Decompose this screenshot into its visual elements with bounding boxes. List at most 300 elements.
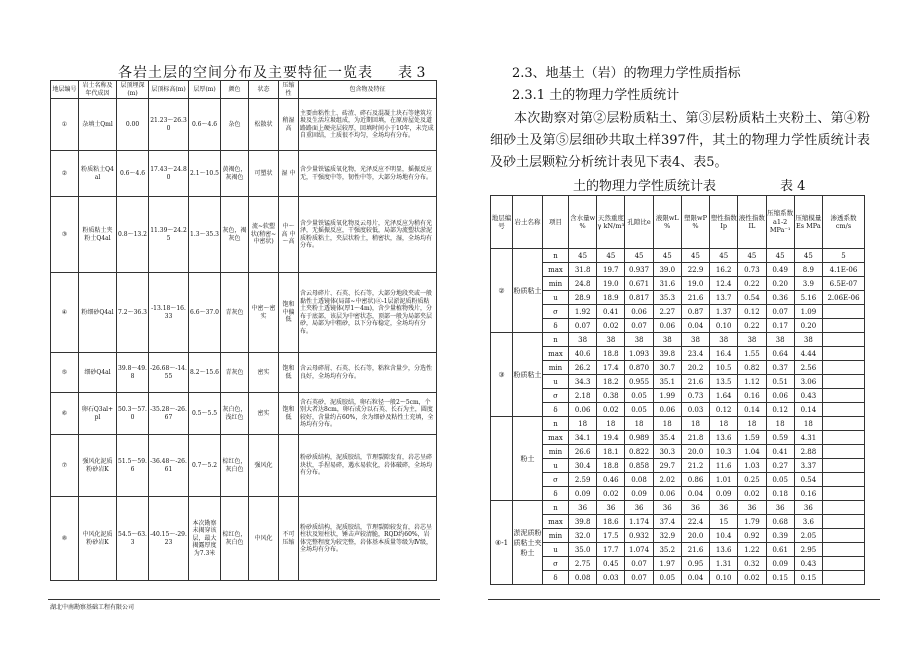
table4-cell: 0.09: [710, 487, 738, 501]
table4-cell: 1.03: [738, 459, 766, 473]
table4-cell: 21.8: [681, 431, 709, 445]
table4-cell: 1.01: [710, 473, 738, 487]
table4-cell: 0.64: [766, 347, 794, 361]
table3-cell: ④: [51, 273, 79, 353]
table3-cell: 粉质粘土夹粉土Q4al: [79, 197, 117, 273]
table3-cell: 灰白色，浅红色: [221, 393, 249, 435]
table3-cell: 含少量铁锰质氧化物及云母片，光泽反应为稍有光泽，无摇振反应，干强度较低，局部为流塑状淤泥质粉质粘土，夹层状粉土，稍密状，湿，全场均有分布。: [299, 197, 437, 273]
table4-cell: 28.9: [569, 291, 597, 305]
table3-cell: 0.6～4.6: [117, 151, 149, 197]
table4-cell: 36: [738, 501, 766, 515]
table4-layer-cell: [491, 417, 513, 501]
table4-cell: 1.174: [625, 515, 653, 529]
table4-cell: 1.37: [710, 305, 738, 319]
table4-cell: 38: [625, 333, 653, 347]
table4-cell: σ: [543, 305, 569, 319]
table4-layer-cell: ②: [491, 249, 513, 333]
table3-row: [51, 99, 437, 151]
table3-header: 岩土名称及年代成因: [79, 81, 117, 99]
table4-cell: 0.54: [794, 473, 822, 487]
table4-header: 液性指数IL: [738, 196, 766, 249]
table4-cell: 1.12: [738, 375, 766, 389]
table4-cell: 38: [766, 333, 794, 347]
table4-cell: 34.1: [569, 431, 597, 445]
table4-cell: 0.07: [569, 319, 597, 333]
table3-cell: 本次勘察未揭穿该层，最大揭露厚度为7.3米: [189, 497, 221, 581]
table4-cell: min: [543, 361, 569, 375]
table4-header: 液限wL %: [653, 196, 681, 249]
table4-cell: 0.15: [794, 571, 822, 585]
table4-cell: 26.6: [569, 445, 597, 459]
table4-cell: 18.2: [597, 375, 625, 389]
table3-cell: 2.1～10.5: [189, 151, 221, 197]
table4-cell: 0.02: [597, 319, 625, 333]
table4-cell: 36: [597, 501, 625, 515]
table4-cell: 3.6: [794, 515, 822, 529]
table4-cell: 38: [653, 333, 681, 347]
table3-cell: 0.6～4.6: [189, 99, 221, 151]
table4-cell: 39.8: [653, 347, 681, 361]
table4-cell: 0.817: [625, 291, 653, 305]
table4-row: [491, 333, 865, 347]
table3-cell: 强风化泥质粉砂岩K: [79, 435, 117, 497]
table4-cell: 18.8: [597, 347, 625, 361]
table4-cell: 29.7: [653, 459, 681, 473]
table3-row: [51, 497, 437, 581]
table4-row: [491, 515, 865, 529]
table4-cell: 38: [738, 333, 766, 347]
table4-cell: 30.4: [569, 459, 597, 473]
table4-cell: 0.06: [653, 487, 681, 501]
table3-cell: 粉砂质结构，泥质胶结，节理裂隙较发育，岩芯呈柱状及短柱状，锤击声较清脆，RQD约60%，岩体完整程度为较完整，岩体基本质量等级为Ⅳ级，全场均有分布。: [299, 497, 437, 581]
table4-cell: 0.858: [625, 459, 653, 473]
table4-cell: 13.6: [710, 431, 738, 445]
table4-cell: 17.4: [597, 361, 625, 375]
table4-cell: δ: [543, 571, 569, 585]
table3-cell: 21.23～26.30: [149, 99, 189, 151]
table4-cell: 36: [625, 501, 653, 515]
table4-cell: 13.5: [710, 375, 738, 389]
table3-cell: ③: [51, 197, 79, 273]
table3-cell: 含云母碎屑、石英、长石等，粘粒含量少，分选性良好，全场均有分布。: [299, 353, 437, 393]
table3-cell: 黄褐色，灰褐色: [221, 151, 249, 197]
table3-header: 层顶埋深(m): [117, 81, 149, 99]
table4-cell: 2.56: [794, 361, 822, 375]
table4-cell: 0.937: [625, 263, 653, 277]
table4-cell: min: [543, 529, 569, 543]
table3-cell: ⑤: [51, 353, 79, 393]
table4-cell: 0.06: [569, 403, 597, 417]
table4-cell: 4.1E-06: [823, 263, 865, 277]
table4-cell: 0.08: [625, 473, 653, 487]
table4-cell: 18: [766, 417, 794, 431]
table3-cell: 0.8～13.2: [117, 197, 149, 273]
table4-cell: 0.22: [738, 277, 766, 291]
table4-cell: u: [543, 543, 569, 557]
table4-cell: 2.05: [794, 529, 822, 543]
table4-cell: [823, 389, 865, 403]
table4-cell: 0.51: [766, 375, 794, 389]
table4-cell: 1.31: [710, 557, 738, 571]
table4-cell: 0.12: [738, 305, 766, 319]
table3-cell: 强风化: [249, 435, 279, 497]
table4-cell: 1.55: [738, 347, 766, 361]
table4-cell: 0.73: [738, 263, 766, 277]
table4-cell: 1.59: [738, 431, 766, 445]
table3-cell: 含石英砂，泥质胶结，卵石粒径一般2～5cm，个别大者达8cm，卵石成分以石英、长石为主，圆度较好，含量约占60%，余为细砂及粘性土充填，全场均有分布。: [299, 393, 437, 435]
table4-cell: 20.2: [681, 361, 709, 375]
table4-cell: 0.16: [794, 487, 822, 501]
table4-cell: 0.02: [738, 487, 766, 501]
table4-cell: 5.16: [794, 291, 822, 305]
table3: [50, 80, 437, 581]
table4-row: [491, 459, 865, 473]
table4-cell: 22.4: [681, 515, 709, 529]
table4-cell: δ: [543, 319, 569, 333]
table4-row: [491, 571, 865, 585]
table4-cell: 0.37: [766, 361, 794, 375]
table4-cell: 10.5: [710, 361, 738, 375]
table4-cell: 18.9: [597, 291, 625, 305]
table4-cell: 18: [569, 417, 597, 431]
table3-cell: 50.3～57.0: [117, 393, 149, 435]
table3-cell: 粉砂质结构，泥质胶结，节理裂隙发育，岩芯呈碎块状，手捏易碎，遇水易软化，岩体破碎，全场均有分布。: [299, 435, 437, 497]
table4-cell: 0.04: [681, 571, 709, 585]
table3-cell: 17.43～24.80: [149, 151, 189, 197]
table4-cell: min: [543, 445, 569, 459]
table4-cell: δ: [543, 403, 569, 417]
table4-cell: 0.43: [794, 557, 822, 571]
table4-cell: 0.16: [738, 389, 766, 403]
table4-cell: max: [543, 515, 569, 529]
table4-cell: 20.0: [681, 529, 709, 543]
table4-cell: 0.41: [766, 445, 794, 459]
table4-cell: 0.05: [766, 473, 794, 487]
footer-company: 湖北中南勘察基础工程有限公司: [50, 604, 135, 611]
table4-cell: 18.1: [597, 445, 625, 459]
table4-cell: 0.18: [766, 487, 794, 501]
table4-cell: 45: [738, 249, 766, 263]
table4-cell: 36: [794, 501, 822, 515]
table3-cell: 不可压缩: [279, 497, 299, 581]
table3-cell: 饱和 低: [279, 353, 299, 393]
table4-cell: min: [543, 277, 569, 291]
table4-cell: 0.12: [766, 403, 794, 417]
table4-row: [491, 403, 865, 417]
table4-name-cell: 粉质粘土: [513, 249, 543, 333]
table4-cell: u: [543, 291, 569, 305]
table4-cell: 1.22: [738, 543, 766, 557]
table4-cell: [823, 319, 865, 333]
table3-cell: 稍湿 高: [279, 99, 299, 151]
table4-cell: 2.88: [794, 445, 822, 459]
table4-cell: 0.14: [794, 403, 822, 417]
table4-row: [491, 487, 865, 501]
table4-cell: 38: [794, 333, 822, 347]
table4-header: 渗透系数 cm/s: [823, 196, 865, 249]
table4-cell: 0.61: [766, 543, 794, 557]
table3-header: 颜色: [221, 81, 249, 99]
table4-name-cell: 粉土: [513, 417, 543, 501]
table4-cell: [823, 431, 865, 445]
table3-cell: 密实: [249, 353, 279, 393]
table4-cell: [823, 473, 865, 487]
table4-cell: 0.86: [681, 473, 709, 487]
table4-header: 塑限wP %: [681, 196, 709, 249]
table4-cell: 1.04: [738, 445, 766, 459]
table4-cell: 36: [710, 501, 738, 515]
table3-cell: 卵石Q3al+pl: [79, 393, 117, 435]
table4-row: [491, 375, 865, 389]
table4-cell: 0.02: [738, 571, 766, 585]
table4-cell: [823, 459, 865, 473]
table4-cell: 39.8: [569, 515, 597, 529]
table4-cell: 10.4: [710, 529, 738, 543]
table4-cell: 0.955: [625, 375, 653, 389]
table4-cell: [823, 501, 865, 515]
table4-cell: 3.06: [794, 375, 822, 389]
table3-cell: ⑥: [51, 393, 79, 435]
table4-cell: 30.7: [653, 361, 681, 375]
table4-cell: 1.09: [794, 305, 822, 319]
table3-cell: 7.2～36.3: [117, 273, 149, 353]
table4-cell: 21.6: [681, 291, 709, 305]
table3-row: [51, 273, 437, 353]
table4-cell: max: [543, 263, 569, 277]
table4-cell: 0.45: [597, 557, 625, 571]
table4-cell: 2.18: [569, 389, 597, 403]
table4-cell: 45: [710, 249, 738, 263]
table4-cell: [823, 403, 865, 417]
table4-row: [491, 445, 865, 459]
table4-cell: 18: [710, 417, 738, 431]
table4-cell: 0.870: [625, 361, 653, 375]
section-heading: 2.3、地基土（岩）的物理力学性质指标: [512, 66, 741, 81]
table4-cell: [823, 305, 865, 319]
table4-cell: 35.0: [569, 543, 597, 557]
table3-cell: [279, 435, 299, 497]
table4-header: 压缩模量Es MPa: [794, 196, 822, 249]
table4-cell: 21.2: [681, 459, 709, 473]
table3-cell: 饱和 中偏低: [279, 273, 299, 353]
table4-cell: 0.04: [681, 487, 709, 501]
table4-name-cell: 淤泥质粉质粘土夹粉土: [513, 501, 543, 585]
table4-cell: 0.05: [653, 571, 681, 585]
table4-cell: 1.97: [653, 557, 681, 571]
table3-cell: 8.2～15.6: [189, 353, 221, 393]
table3-title: 各岩土层的空间分布及主要特征一览表: [118, 65, 373, 81]
table4-cell: [823, 375, 865, 389]
table4-layer-cell: ④-1: [491, 501, 513, 585]
table4-cell: 10.3: [710, 445, 738, 459]
table4-row: [491, 417, 865, 431]
table3-cell: 细砂Q4al: [79, 353, 117, 393]
table3-cell: 杂色: [221, 99, 249, 151]
table4-cell: 0.07: [625, 571, 653, 585]
table3-cell: 棕红色，灰白色: [221, 435, 249, 497]
table4-cell: [823, 557, 865, 571]
table4-cell: 19.0: [597, 277, 625, 291]
table4-cell: σ: [543, 389, 569, 403]
table4-cell: 19.4: [597, 431, 625, 445]
table4-cell: 0.05: [625, 403, 653, 417]
table3-cell: 流~软塑状(稍密~中密状): [249, 197, 279, 273]
table4-cell: 0.04: [681, 319, 709, 333]
table4-layer-cell: ③: [491, 333, 513, 417]
table4-cell: [823, 347, 865, 361]
table4-cell: 0.82: [738, 361, 766, 375]
table3-cell: 松散状: [249, 99, 279, 151]
table4-cell: 0.07: [625, 557, 653, 571]
table4-cell: 36: [653, 501, 681, 515]
table4-cell: 0.41: [597, 305, 625, 319]
table4-row: [491, 361, 865, 375]
table3-header: 包含物及特征: [299, 81, 437, 99]
table4-row: [491, 347, 865, 361]
table4-cell: 18: [681, 417, 709, 431]
table4-cell: 1.99: [653, 389, 681, 403]
table3-cell: 棕红色，灰白色: [221, 497, 249, 581]
table3-row: [51, 353, 437, 393]
table4-cell: 11.6: [710, 459, 738, 473]
table4-cell: 18: [794, 417, 822, 431]
table4-cell: 45: [681, 249, 709, 263]
table4-header: 岩土名称: [513, 196, 543, 249]
table4-header: 地层编号: [491, 196, 513, 249]
table3-cell: 39.8～49.8: [117, 353, 149, 393]
table4-cell: [823, 417, 865, 431]
table4-cell: 40.6: [569, 347, 597, 361]
table4-cell: 0.15: [766, 571, 794, 585]
table4-cell: 30.3: [653, 445, 681, 459]
table4-cell: 45: [569, 249, 597, 263]
table3-cell: 主要由粘性土、砖渣、碎石及混凝土块石等建筑垃圾及生活垃圾组成，为近期回填，在原房屋处及道路路面上硬壳层较厚，回填时间小于10年，未完成自重固结，土质很不均匀，全场均有分布。: [299, 99, 437, 151]
table4-cell: [823, 515, 865, 529]
table4-cell: 36: [766, 501, 794, 515]
table4-cell: 32.0: [569, 529, 597, 543]
table4-cell: 21.6: [681, 543, 709, 557]
table4-cell: 4.44: [794, 347, 822, 361]
table4-cell: 6.5E-07: [823, 277, 865, 291]
table3-cell: 中风化: [249, 497, 279, 581]
table4-cell: 36: [569, 501, 597, 515]
table4-cell: max: [543, 431, 569, 445]
table3-cell: 可塑状: [249, 151, 279, 197]
table3-cell: 粉质粘土Q4al: [79, 151, 117, 197]
table3-cell: 含云母碎片、石英、长石等，大部分地段夹或一般黏性土透镜体(局部~中密状)④-1层淤泥质粉质粘土夹粉土透镜体(厚1～4m)，含少量植物残片，分布于底部，该层为中密状态，顶部一般为局部夹层砂，局部为中粗砂，以下分布稳定，全场均有分布。: [299, 273, 437, 353]
table4-cell: 18.6: [597, 515, 625, 529]
table4-cell: 0.27: [766, 459, 794, 473]
table4-cell: 18: [597, 417, 625, 431]
table4-cell: 17.5: [597, 529, 625, 543]
table4-cell: 18: [653, 417, 681, 431]
table4-row: [491, 277, 865, 291]
table4-cell: 0.02: [597, 487, 625, 501]
table3-cell: 中密～密实: [249, 273, 279, 353]
table4-cell: 0.36: [766, 291, 794, 305]
table4-cell: 2.27: [653, 305, 681, 319]
table4-cell: 0.10: [710, 571, 738, 585]
table4-cell: 24.8: [569, 277, 597, 291]
right-footer-rule: [488, 599, 880, 600]
section-subheading: 2.3.1 土的物理力学性质统计: [512, 88, 680, 103]
table4-cell: 0.39: [766, 529, 794, 543]
table4-cell: 1.64: [710, 389, 738, 403]
table4-cell: 2.59: [569, 473, 597, 487]
table4-cell: 26.2: [569, 361, 597, 375]
table4-cell: 0.49: [766, 263, 794, 277]
table4-cell: 0.989: [625, 431, 653, 445]
table3-row: [51, 393, 437, 435]
table4-cell: 16.2: [710, 263, 738, 277]
table3-cell: 0.5～5.5: [189, 393, 221, 435]
table4-cell: 8.9: [794, 263, 822, 277]
table4-cell: 0.20: [766, 277, 794, 291]
table4-cell: 32.9: [653, 529, 681, 543]
table4-cell: 35.4: [653, 431, 681, 445]
table4-cell: 35.3: [653, 291, 681, 305]
table4-row: [491, 529, 865, 543]
table4-cell: 0.07: [625, 319, 653, 333]
table4-cell: n: [543, 417, 569, 431]
table3-header: 层厚(m): [189, 81, 221, 99]
table3-number: 表 3: [398, 65, 426, 81]
table4-cell: 2.75: [569, 557, 597, 571]
table4-cell: 34.3: [569, 375, 597, 389]
table3-cell: ⑧: [51, 497, 79, 581]
table3-row: [51, 435, 437, 497]
table4-row: [491, 249, 865, 263]
table3-cell: 湿 中: [279, 151, 299, 197]
table3-header: 状态: [249, 81, 279, 99]
table4-cell: 0.06: [653, 403, 681, 417]
table3-cell: 11.39～24.25: [149, 197, 189, 273]
table4-cell: n: [543, 501, 569, 515]
table4-cell: 1.79: [738, 515, 766, 529]
table3-cell: -35.28～-26.67: [149, 393, 189, 435]
table3-cell: 54.5～63.3: [117, 497, 149, 581]
table4-cell: 0.68: [766, 515, 794, 529]
table4-cell: 0.09: [766, 557, 794, 571]
table4-cell: 0.20: [794, 319, 822, 333]
table4-cell: 0.87: [681, 305, 709, 319]
table4-row: [491, 389, 865, 403]
table4-row: [491, 473, 865, 487]
table4-cell: n: [543, 249, 569, 263]
table4-cell: n: [543, 333, 569, 347]
table4-cell: 1.093: [625, 347, 653, 361]
table3-cell: ①: [51, 99, 79, 151]
footer-rule: [48, 599, 440, 600]
table4-cell: 0.73: [681, 389, 709, 403]
table3-cell: 饱和 低: [279, 393, 299, 435]
table4-cell: 12.4: [710, 277, 738, 291]
table4-header: 孔隙比e: [625, 196, 653, 249]
table4-number: 表 4: [780, 179, 806, 194]
table4-cell: 38: [597, 333, 625, 347]
table4-cell: 31.6: [653, 277, 681, 291]
table4-cell: σ: [543, 473, 569, 487]
table4-cell: 0.08: [569, 571, 597, 585]
table4-header: 天然重度γ kN/m³: [597, 196, 625, 249]
table4-cell: 3.37: [794, 459, 822, 473]
table4-cell: 0.54: [738, 291, 766, 305]
table3-cell: 灰色，褐灰色: [221, 197, 249, 273]
table4-cell: 16.4: [710, 347, 738, 361]
table4-row: [491, 557, 865, 571]
table4-cell: 22.9: [681, 263, 709, 277]
table4-cell: 0.38: [597, 389, 625, 403]
